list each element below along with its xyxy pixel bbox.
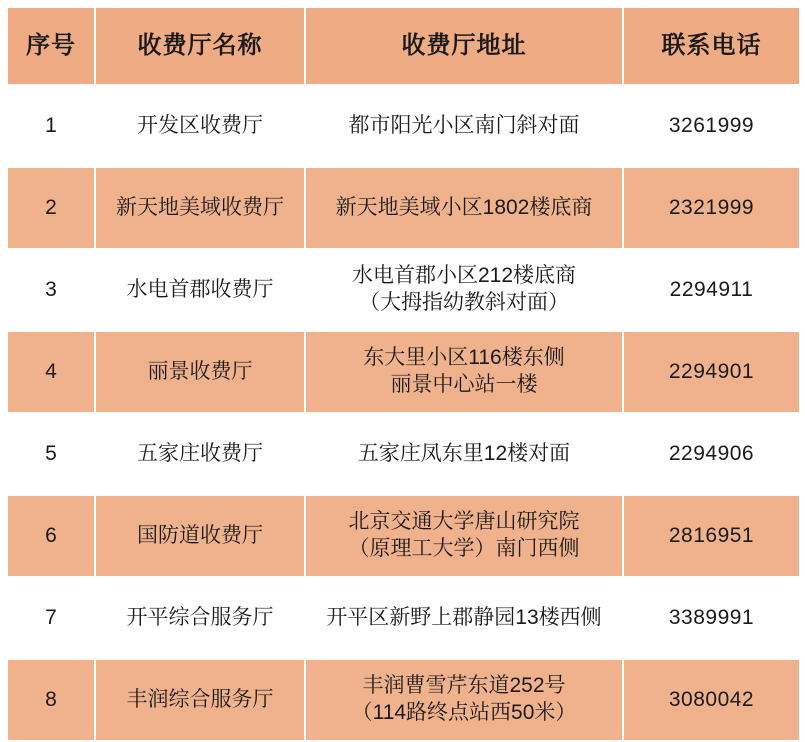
cell-index: 5 — [7, 413, 95, 495]
address-line: （114路终点站西50米） — [351, 701, 577, 724]
cell-phone: 2294911 — [623, 249, 800, 331]
table-row — [7, 167, 800, 249]
cell-address — [305, 577, 623, 659]
address-line: 开平区新野上郡静园13楼西侧 — [326, 605, 602, 629]
address-line: （原理工大学）南门西侧 — [348, 537, 580, 560]
cell-phone: 2816951 — [623, 495, 800, 577]
cell-index: 7 — [7, 577, 95, 659]
fee-hall-table — [6, 6, 801, 742]
cell-address — [305, 413, 623, 495]
cell-phone: 2321999 — [623, 167, 800, 249]
cell-name: 新天地美域收费厅 — [95, 167, 305, 249]
cell-address — [305, 659, 623, 741]
table-body — [7, 85, 800, 741]
cell-index: 4 — [7, 331, 95, 413]
address-line: （大拇指幼教斜对面） — [359, 291, 569, 314]
cell-phone: 3080042 — [623, 659, 800, 741]
table-row — [7, 495, 800, 577]
cell-phone: 3389991 — [623, 577, 800, 659]
table-row — [7, 413, 800, 495]
address-line: 五家庄凤东里12楼对面 — [357, 441, 571, 465]
cell-address — [305, 331, 623, 413]
cell-address — [305, 85, 623, 167]
cell-name: 国防道收费厅 — [95, 495, 305, 577]
cell-name: 水电首郡收费厅 — [95, 249, 305, 331]
cell-address — [305, 249, 623, 331]
table-row — [7, 249, 800, 331]
cell-phone: 2294906 — [623, 413, 800, 495]
cell-name: 开平综合服务厅 — [95, 577, 305, 659]
column-header-phone: 联系电话 — [623, 7, 800, 85]
table-header — [7, 7, 800, 85]
cell-phone: 3261999 — [623, 85, 800, 167]
table-row — [7, 659, 800, 741]
cell-name: 丽景收费厅 — [95, 331, 305, 413]
table-header-row — [7, 7, 800, 85]
cell-name: 五家庄收费厅 — [95, 413, 305, 495]
address-line: 北京交通大学唐山研究院 — [348, 510, 580, 534]
address-line: 丰润曹雪芹东道252号 — [362, 674, 566, 698]
column-header-name: 收费厅名称 — [95, 7, 305, 85]
cell-address — [305, 167, 623, 249]
cell-index: 8 — [7, 659, 95, 741]
table-row — [7, 577, 800, 659]
cell-index: 3 — [7, 249, 95, 331]
address-line: 新天地美域小区1802楼底商 — [335, 195, 593, 219]
cell-address — [305, 495, 623, 577]
address-line: 水电首郡小区212楼底商 — [351, 264, 577, 288]
address-line: 丽景中心站一楼 — [390, 373, 538, 396]
cell-name: 开发区收费厅 — [95, 85, 305, 167]
address-line: 东大里小区116楼东侧 — [363, 346, 565, 370]
table-row — [7, 331, 800, 413]
cell-name: 丰润综合服务厅 — [95, 659, 305, 741]
cell-index: 2 — [7, 167, 95, 249]
cell-phone: 2294901 — [623, 331, 800, 413]
cell-index: 1 — [7, 85, 95, 167]
cell-index: 6 — [7, 495, 95, 577]
table-row — [7, 85, 800, 167]
column-header-address: 收费厅地址 — [305, 7, 623, 85]
address-line: 都市阳光小区南门斜对面 — [348, 113, 580, 137]
column-header-index: 序号 — [7, 7, 95, 85]
